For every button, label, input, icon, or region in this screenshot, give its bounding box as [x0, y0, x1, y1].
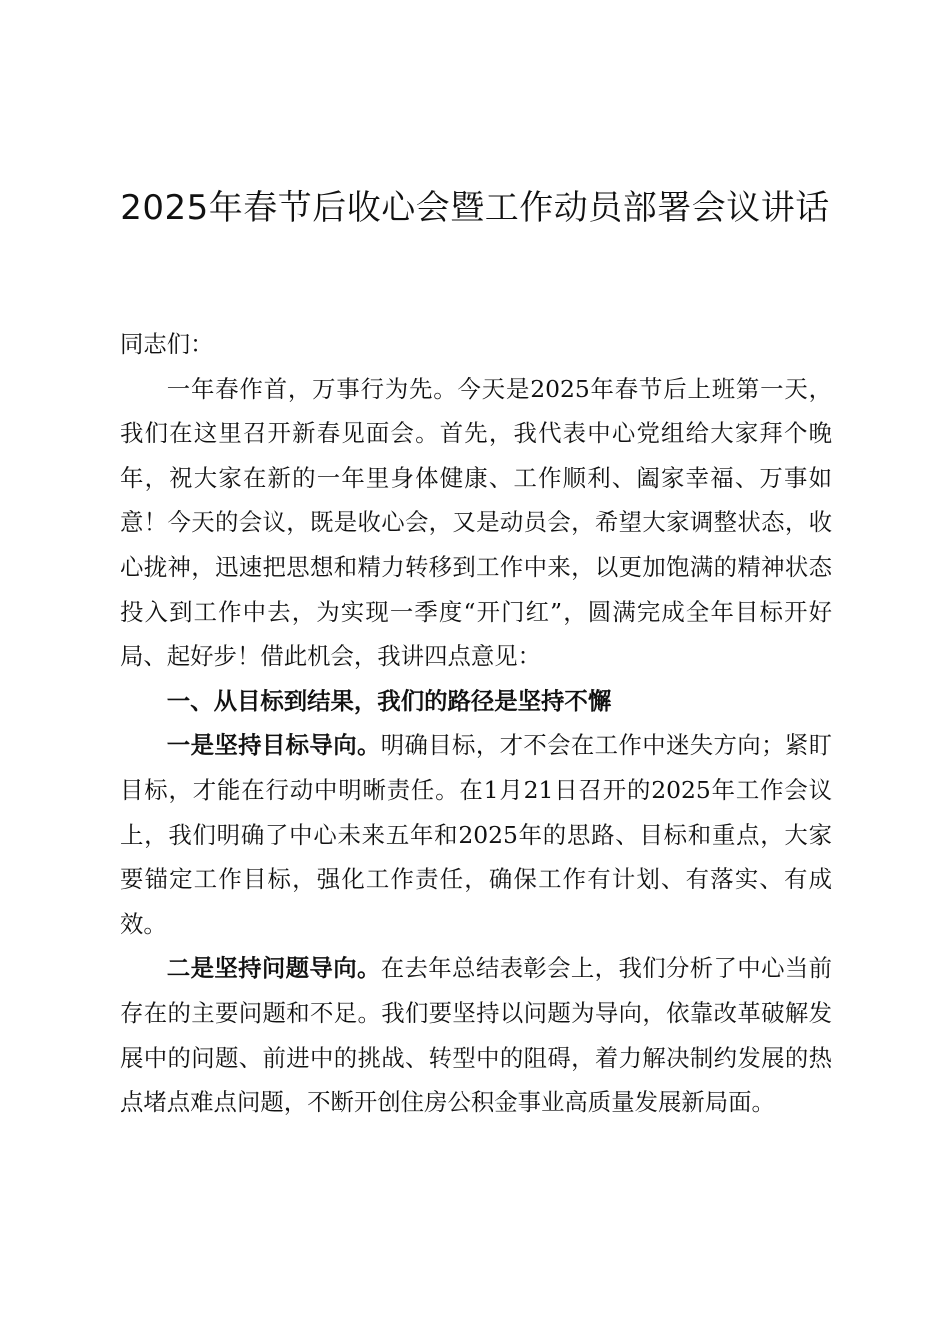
point-paragraph-2 [120, 946, 832, 1124]
document-title: 2025年春节后收心会暨工作动员部署会议讲话 [120, 188, 830, 228]
intro-paragraph: 一年春作首，万事行为先。今天是2025年春节后上班第一天，我们在这里召开新春见面会。首先，我代表中心党组给大家拜个晚年，祝大家在新的一年里身体健康、工作顺利、阖家幸福、万事如意！今天的会议，既是收心会，又是动员会，希望大家调整状态，收心拢神，迅速把思想和精力转移到工作中来，以更加饱满的精神状态投入到工作中去，为实现一季度“开门红”，圆满完成全年目标开好局、起好步！借此机会，我讲四点意见： [120, 374, 832, 671]
section-heading-1: 一、从目标到结果，我们的路径是坚持不懈 [166, 686, 612, 715]
point-lead-2: 二是坚持问题导向。 [166, 954, 381, 983]
salutation: 同志们： [120, 330, 214, 358]
document-body [120, 322, 832, 1125]
point-text-1: 明确目标，才不会在工作中迷失方向；紧盯目标，才能在行动中明晰责任。在1月21日召开的2025年工作会议上，我们明确了中心未来五年和2025年的思路、目标和重点，大家要锚定工作目标，强化工作责任，确保工作有计划、有落实、有成效。 [120, 731, 832, 938]
point-text-2: 在去年总结表彰会上，我们分析了中心当前存在的主要问题和不足。我们要坚持以问题为导向，依靠改革破解发展中的问题、前进中的挑战、转型中的阻碍，着力解决制约发展的热点堵点难点问题，不断开创住房公积金事业高质量发展新局面。 [120, 954, 832, 1117]
point-lead-1: 一是坚持目标导向。 [166, 731, 381, 760]
point-paragraph-1 [120, 723, 832, 946]
